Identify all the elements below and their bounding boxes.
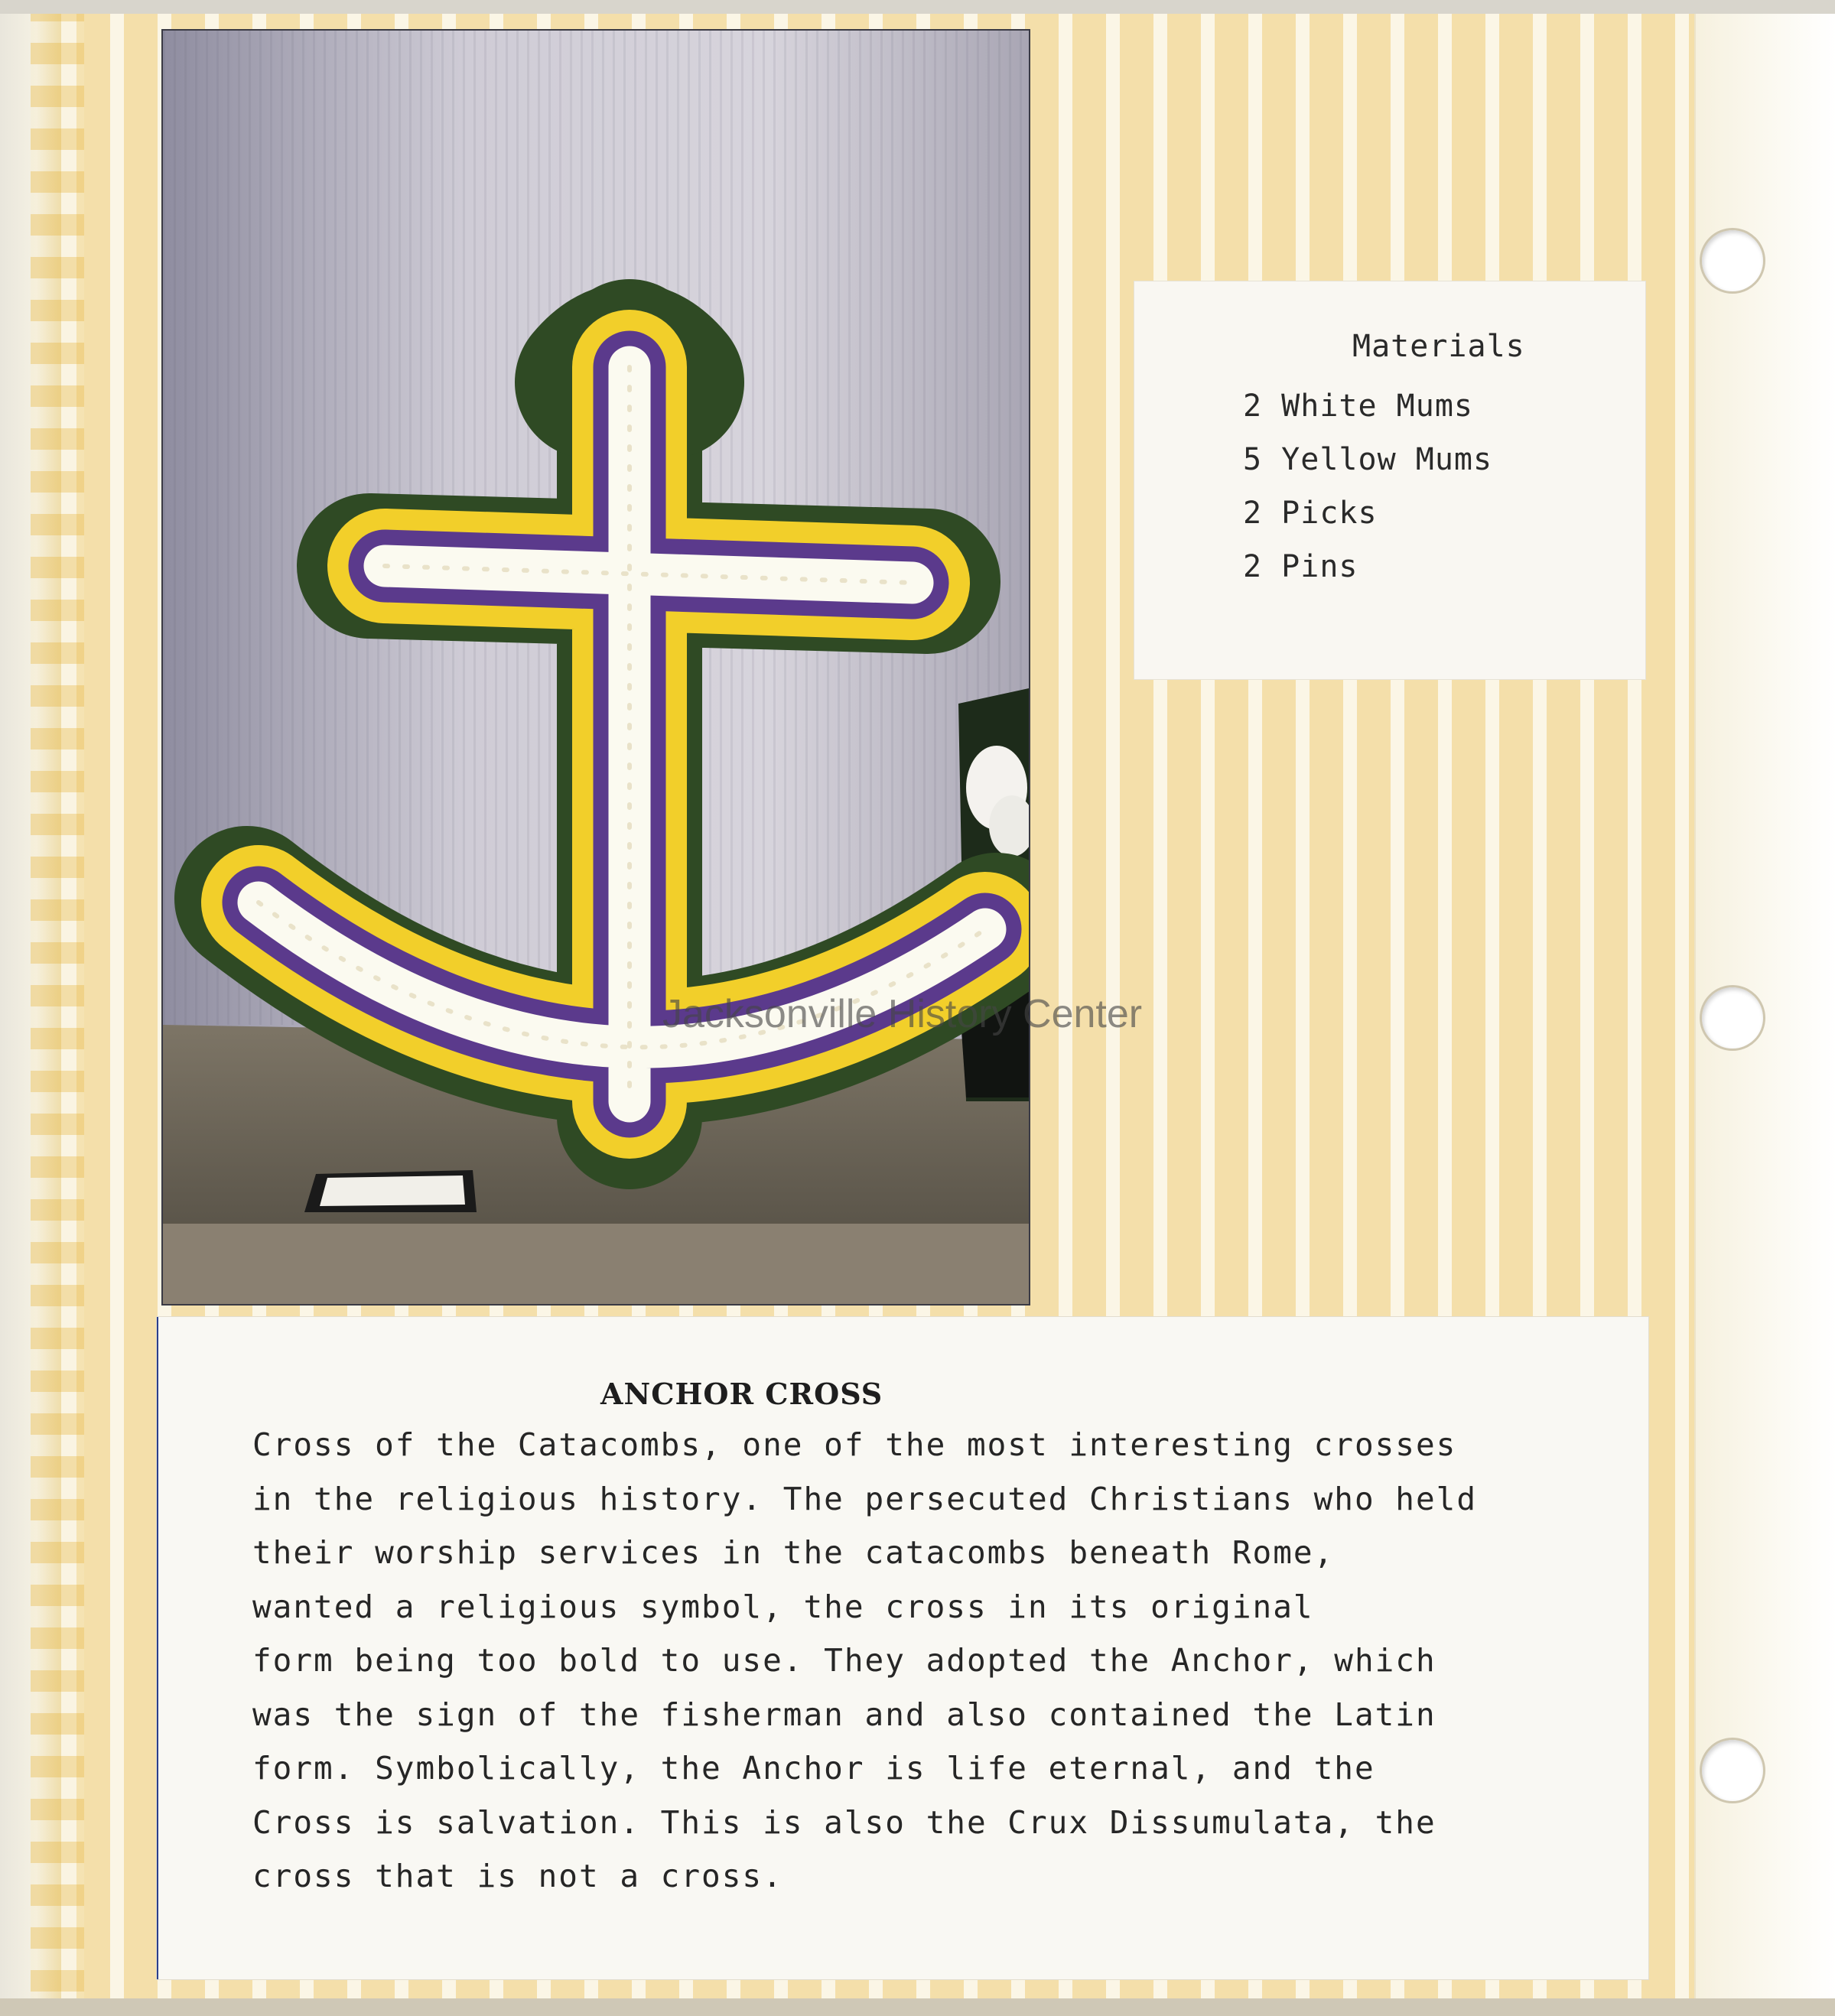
materials-item: 2 Picks <box>1243 496 1378 531</box>
materials-item: 5 Yellow Mums <box>1243 442 1493 477</box>
description-line: form being too bold to use. They adopted the Anchor, which <box>252 1642 1436 1679</box>
page-edge <box>31 0 84 2016</box>
materials-list <box>1243 379 1492 593</box>
binder-hole-top <box>1700 228 1765 294</box>
anchor-cross-photo <box>163 31 1029 1304</box>
name-card <box>304 1170 477 1212</box>
description-line: was the sign of the fisherman and also contained the Latin <box>252 1696 1436 1733</box>
scan-bottom-edge <box>0 1998 1835 2016</box>
binder-hole-middle <box>1700 985 1765 1051</box>
description-line: form. Symbolically, the Anchor is life eternal, and the <box>252 1750 1375 1787</box>
description-line: in the religious history. The persecuted Christians who held <box>252 1480 1478 1517</box>
description-line: Cross is salvation. This is also the Crux Dissumulata, the <box>252 1803 1436 1841</box>
scan-top-edge <box>0 0 1835 14</box>
description-body <box>252 1418 1629 1904</box>
description-line: Cross of the Catacombs, one of the most interesting crosses <box>252 1426 1457 1463</box>
description-title: ANCHOR CROSS <box>600 1377 883 1411</box>
description-card <box>157 1317 1648 1979</box>
description-line: wanted a religious symbol, the cross in its original <box>252 1588 1314 1625</box>
materials-item: 2 Pins <box>1243 549 1358 584</box>
materials-item: 2 White Mums <box>1243 389 1473 424</box>
watermark: Jacksonville History Center <box>662 992 1143 1036</box>
binder-hole-bottom <box>1700 1738 1765 1803</box>
description-line: cross that is not a cross. <box>252 1858 783 1894</box>
description-line: their worship services in the catacombs beneath Rome, <box>252 1534 1335 1571</box>
materials-card <box>1134 281 1645 679</box>
materials-title: Materials <box>1352 329 1525 364</box>
